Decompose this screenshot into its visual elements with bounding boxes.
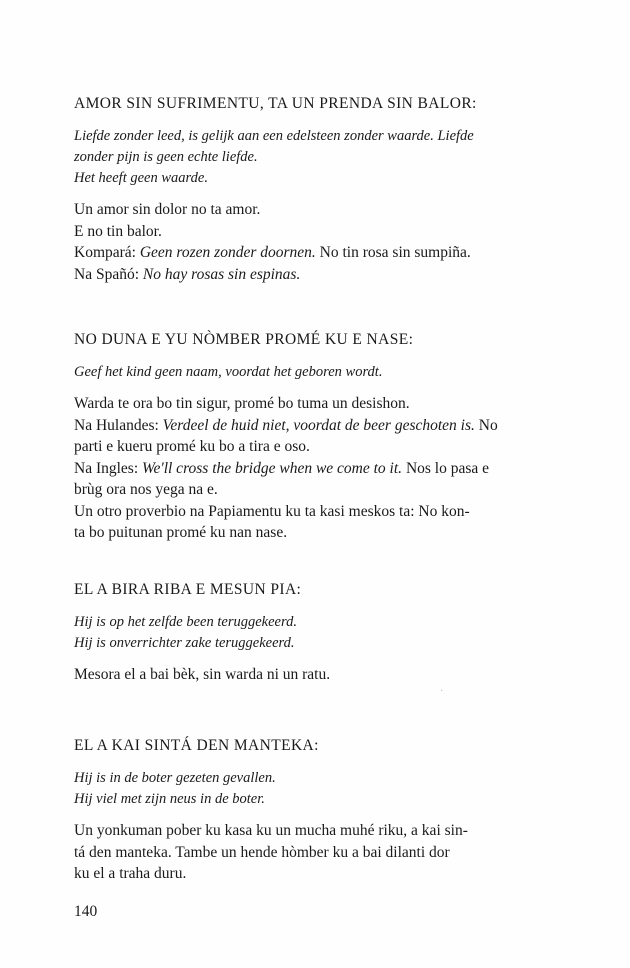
dutch-translation xyxy=(74,768,574,810)
explanation-line xyxy=(74,242,574,264)
explanation-line xyxy=(74,415,574,437)
specks: · xyxy=(440,686,444,697)
text-segment: Un yonkuman pober ku kasa ku un mucha muhé riku, a kai sin- xyxy=(74,822,468,839)
text-segment: E no tin balor. xyxy=(74,222,162,240)
text-segment: ku el a traha duru. xyxy=(74,865,187,882)
translation-line: Hij is in de boter gezeten gevallen. xyxy=(74,770,276,786)
text-segment: Mesora el a bai bèk, sin warda ni un ratu. xyxy=(74,666,331,683)
foreign-proverb: We'll cross the bridge when we come to it. xyxy=(142,459,403,477)
dutch-translation xyxy=(74,362,574,383)
proverb-heading: AMOR SIN SUFRIMENTU, TA UN PRENDA SIN BALOR: xyxy=(74,95,477,112)
text-segment: Na Spañó: xyxy=(74,265,143,283)
explanation-line xyxy=(74,501,574,523)
text-segment: Un otro proverbio na Papiamentu ku ta kasi meskos ta: No kon- xyxy=(74,502,470,520)
explanation-line xyxy=(74,393,574,415)
page-number: 140 xyxy=(74,903,98,920)
proverb-entry xyxy=(74,94,574,285)
explanation-line xyxy=(74,199,574,221)
explanation-line xyxy=(74,863,574,885)
explanation-line xyxy=(74,264,574,286)
proverb-entry xyxy=(74,330,574,544)
text-segment: Na Ingles: xyxy=(74,459,143,477)
foreign-proverb: No hay rosas sin espinas. xyxy=(142,265,301,283)
explanation-line xyxy=(74,436,574,458)
proverb-entry xyxy=(74,580,574,686)
text-segment: ta bo puitunan promé ku nan nase. xyxy=(74,524,288,541)
text-segment: brùg ora nos yega na e. xyxy=(74,481,218,498)
dutch-translation xyxy=(74,126,574,189)
explanation-line xyxy=(74,458,574,480)
explanation-line xyxy=(74,820,574,842)
translation-line: Geef het kind geen naam, voordat het geboren wordt. xyxy=(74,364,383,380)
text-segment: Nos lo pasa e xyxy=(402,459,490,477)
explanation-line xyxy=(74,522,574,544)
text-segment: Na Hulandes: xyxy=(74,416,163,434)
text-segment: parti e kueru promé ku bo a tira e oso. xyxy=(74,438,310,455)
translation-line: zonder pijn is geen echte liefde. xyxy=(74,149,258,165)
dutch-translation xyxy=(74,612,574,654)
text-segment: Un amor sin dolor no ta amor. xyxy=(74,201,261,218)
translation-line: Hij is onverrichter zake teruggekeerd. xyxy=(74,635,295,651)
translation-line: Het heeft geen waarde. xyxy=(74,170,208,186)
translation-line: Liefde zonder leed, is gelijk aan een edelsteen zonder waarde. Liefde xyxy=(74,128,474,144)
proverb-heading: EL A KAI SINTÁ DEN MANTEKA: xyxy=(74,737,319,754)
explanation-line xyxy=(74,479,574,501)
text-segment: No tin rosa sin sumpiña. xyxy=(315,244,471,261)
foreign-proverb: Verdeel de huid niet, voordat de beer geschoten is. xyxy=(162,416,475,434)
foreign-proverb: Geen rozen zonder doornen. xyxy=(139,244,316,261)
explanation-line xyxy=(74,221,574,243)
proverb-heading: NO DUNA E YU NÒMBER PROMÉ KU E NASE: xyxy=(74,331,414,348)
explanation-line xyxy=(74,664,574,686)
text-segment: tá den manteka. Tambe un hende hòmber ku a bai dilanti dor xyxy=(74,843,450,861)
proverb-heading: EL A BIRA RIBA E MESUN PIA: xyxy=(74,581,302,598)
explanation xyxy=(74,820,574,885)
translation-line: Hij is op het zelfde been teruggekeerd. xyxy=(74,614,297,630)
text-segment: Warda te ora bo tin sigur, promé bo tuma un desishon. xyxy=(74,395,410,412)
text-segment: Kompará: xyxy=(74,244,140,261)
explanation xyxy=(74,199,574,285)
explanation xyxy=(74,664,574,686)
explanation-line xyxy=(74,842,574,864)
proverb-entry xyxy=(74,736,574,885)
translation-line: Hij viel met zijn neus in de boter. xyxy=(74,791,265,807)
text-segment: No xyxy=(474,416,498,434)
explanation xyxy=(74,393,574,544)
